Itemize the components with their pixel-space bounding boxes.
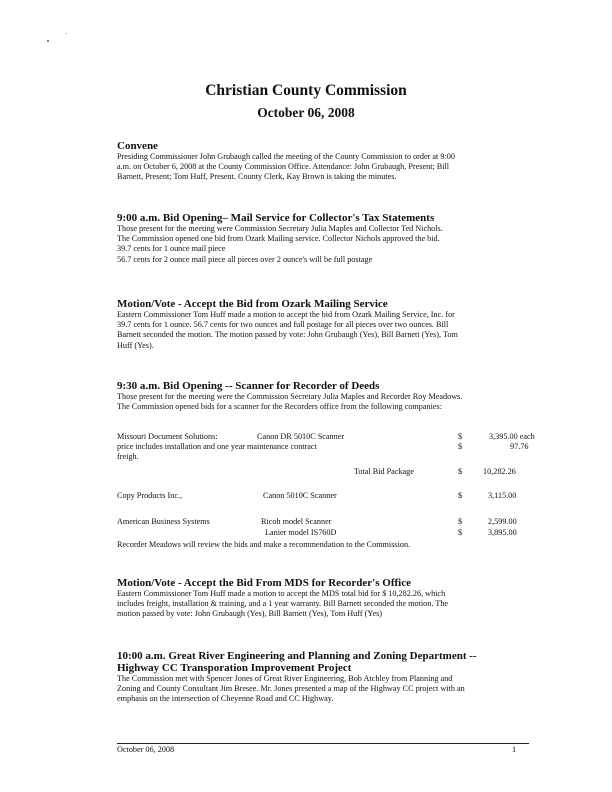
document-title: Christian County Commission (205, 82, 407, 99)
paragraph-line: Zoning and County Consultant Jim Bresee. Mr. Jones presented a map of the Highway CC project with an (117, 684, 465, 694)
paragraph-line: a.m. on October 6, 2008 at the County Commission Office. Attendance: John Grubaugh, Present; Bill (117, 162, 450, 172)
bid-total: 10,282.26 (483, 467, 516, 476)
bid-amount: 97.76 (510, 442, 529, 451)
currency-symbol: $ (458, 517, 463, 526)
bid-amount: 2,599.00 (488, 517, 517, 526)
paragraph-line: Barnett, Present; Tom Huff, Present. County Clerk, Kay Brown is taking the minutes. (117, 172, 397, 182)
bid-company: Missouri Document Solutions: (117, 432, 218, 441)
bid-amount: 3,115.00 (488, 491, 517, 500)
section-great-river (117, 650, 529, 705)
scan-speck (47, 40, 49, 42)
paragraph-line: Those present for the meeting were Commission Secretary Julia Maples and Collector Ted Nichols. (117, 224, 443, 233)
bid-note: freigh. (117, 452, 139, 461)
bid-item: Canon DR 5010C Scanner (257, 432, 345, 441)
bid-note: price includes installation and one year maintenance contract (117, 442, 317, 451)
paragraph-line: motion passed by vote: John Grubaugh (Yes), Bill Barnett (Yes), Tom Huff (Yes) (117, 609, 382, 619)
paragraph-line: Eastern Commissioner Tom Huff made a motion to accept the bid from Ozark Mailing Service, Inc. for (117, 310, 455, 319)
paragraph-line: 39.7 cents for 1 ounce mail piece (117, 244, 226, 254)
section-mail-bid (117, 212, 529, 265)
paragraph-line: Barnett seconded the motion. The motion passed by vote: John Grubaugh (Yes), Bill Barnett (Yes), Tom (117, 330, 458, 340)
section-heading: Motion/Vote - Accept the Bid From MDS for Recorder's Office (117, 577, 411, 589)
currency-symbol: $ (458, 467, 463, 476)
section-heading: 9:00 a.m. Bid Opening– Mail Service for Collector's Tax Statements (117, 212, 435, 224)
paragraph-line: The Commission opened one bid from Ozark Mailing service. Collector Nichols approved the bid. (117, 234, 440, 244)
paragraph-line: The Commission met with Spencer Jones of Great River Engineering, Bob Atchley from Planning and (117, 674, 453, 683)
bid-amount: 3,895.00 (488, 528, 517, 537)
bid-item: Canon 5010C Scanner (263, 491, 337, 500)
total-label: Total Bid Package (354, 467, 414, 476)
paragraph-line: emphasis on the intersection of Cheyenne Road and CC Highway. (117, 694, 334, 704)
currency-symbol: $ (458, 491, 463, 500)
section-heading: 10:00 a.m. Great River Engineering and Planning and Zoning Department -- (117, 650, 477, 662)
document-date: October 06, 2008 (257, 105, 355, 120)
bid-item: Lanier model IS760D (265, 528, 337, 537)
section-scanner-bid (117, 380, 529, 412)
bid-company: American Business Systems (117, 517, 210, 526)
paragraph-line: 39.7 cents for 1 ounce. 56.7 cents for two ounces and full postage for all pieces over two ounces. Bill (117, 320, 449, 330)
paragraph-line: Those present for the meeting were the Commission Secretary Julia Maples and Recorder Roy Meadows. (117, 392, 463, 401)
paragraph-line: The Commission opened bids for a scanner for the Recorders office from the following companies: (117, 402, 442, 412)
section-heading: Motion/Vote - Accept the Bid from Ozark Mailing Service (117, 298, 388, 310)
paragraph-line: 56.7 cents for 2 ounce mail piece all pieces over 2 ounce's will be full postage (117, 254, 373, 264)
page-number: 1 (512, 745, 517, 754)
paragraph-line: Recorder Meadows will review the bids and make a recommendation to the Commission. (117, 540, 411, 549)
bid-company: Copy Products Inc., (117, 491, 183, 500)
bid-item: Ricoh model Scanner (261, 517, 332, 526)
paragraph-line: Eastern Commissioner Tom Huff made a motion to accept the MDS total bid for $ 10,282.26, which (117, 589, 446, 598)
section-mds-vote (117, 577, 529, 620)
scan-speck (66, 33, 67, 34)
paragraph-line: Presiding Commissioner John Grubaugh called the meeting of the County Commission to order at 9:00 (117, 152, 455, 161)
section-heading: Highway CC Transporation Improvement Project (117, 662, 352, 674)
footer-date: October 06, 2008 (117, 745, 175, 754)
currency-symbol: $ (458, 528, 463, 537)
section-heading: Convene (117, 140, 158, 152)
currency-symbol: $ (458, 442, 463, 451)
bid-amount: 3,395.00 each (489, 432, 535, 441)
section-convene (117, 140, 529, 183)
section-heading: 9:30 a.m. Bid Opening -- Scanner for Recorder of Deeds (117, 380, 380, 392)
currency-symbol: $ (458, 432, 463, 441)
section-ozark-vote (117, 298, 529, 351)
footer-divider (117, 743, 529, 744)
paragraph-line: Huff (Yes). (117, 340, 154, 350)
paragraph-line: includes freight, installation & training, and a 1 year warranty. Bill Barnett seconded the motion. The (117, 599, 449, 609)
